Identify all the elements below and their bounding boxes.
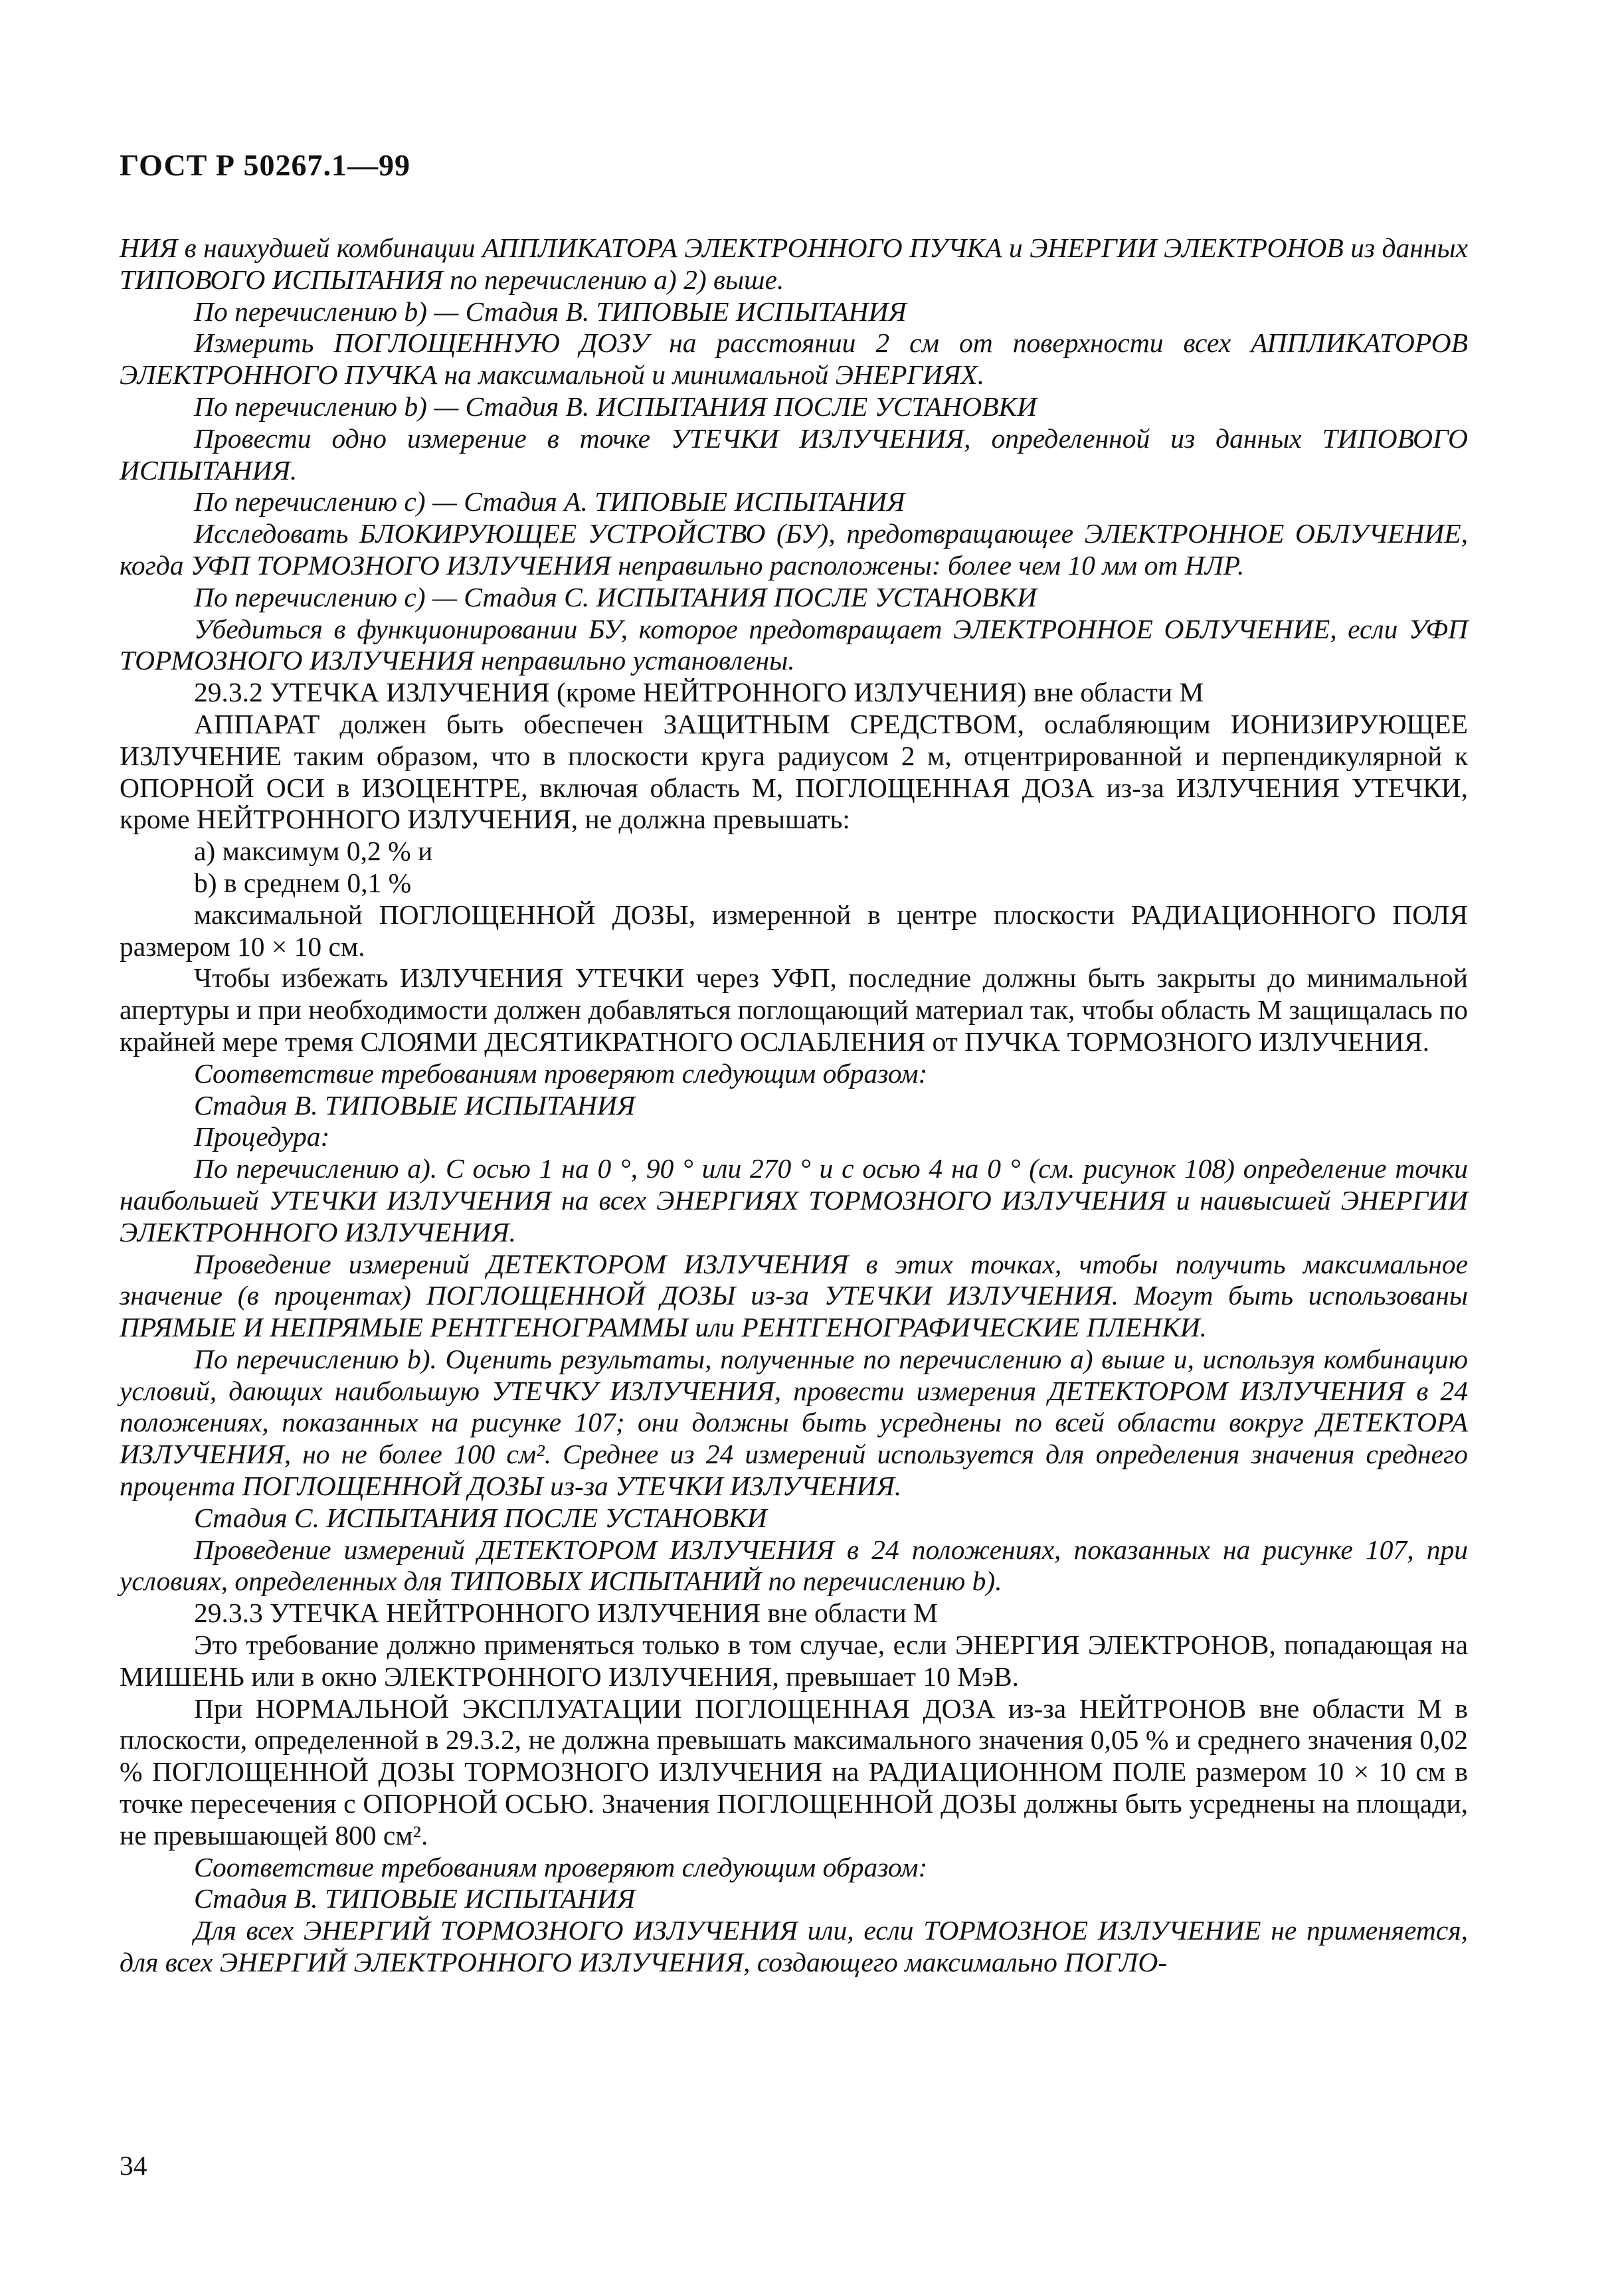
paragraph: По перечислению с) — Стадия С. ИСПЫТАНИЯ ПОСЛЕ УСТАНОВКИ bbox=[194, 581, 1038, 612]
paragraph: Процедура: bbox=[194, 1121, 330, 1152]
paragraph: Соответствие требованиям проверяют следующим образом: bbox=[194, 1851, 928, 1882]
paragraph: НИЯ в наихудшей комбинации АППЛИКАТОРА ЭЛЕКТРОННОГО ПУЧКА и ЭНЕРГИИ ЭЛЕКТРОНОВ из данных ТИПОВОГО ИСПЫТАНИЯ по перечислению а) 2) выше. bbox=[120, 232, 1468, 295]
paragraph: По перечислению b) — Стадия В. ИСПЫТАНИЯ ПОСЛЕ УСТАНОВКИ bbox=[194, 391, 1038, 422]
paragraph: Проведение измерений ДЕТЕКТОРОМ ИЗЛУЧЕНИЯ в этих точках, чтобы получить максимальное значение (в процентах) ПОГЛОЩЕННОЙ ДОЗЫ из-за УТЕЧКИ ИЗЛУЧЕНИЯ. Могут быть использованы ПРЯМЫЕ И НЕПРЯМЫЕ РЕНТГЕНОГРАММЫ или РЕНТГЕНОГРАФИЧЕСКИЕ ПЛЕНКИ. bbox=[120, 1248, 1468, 1343]
paragraph: При НОРМАЛЬНОЙ ЭКСПЛУАТАЦИИ ПОГЛОЩЕННАЯ ДОЗА из-за НЕЙТРОНОВ вне области М в плоскости, определенной в 29.3.2, не должна превышать максимального значения 0,05 % и среднего значения 0,02 % ПОГЛОЩЕННОЙ ДОЗЫ ТОРМОЗНОГО ИЗЛУЧЕНИЯ на РАДИАЦИОННОМ ПОЛЕ размером 10 × 10 см в точке пересечения с ОПОРНОЙ ОСЬЮ. Значения ПОГЛОЩЕННОЙ ДОЗЫ должны быть усреднены на площади, не превышающей 800 см². bbox=[120, 1692, 1468, 1851]
paragraph: Провести одно измерение в точке УТЕЧКИ ИЗЛУЧЕНИЯ, определенной из данных ТИПОВОГО ИСПЫТАНИЯ. bbox=[120, 422, 1468, 486]
list-item: b) в среднем 0,1 % bbox=[194, 867, 412, 898]
paragraph: По перечислению а). С осью 1 на 0 °, 90 ° или 270 ° и с осью 4 на 0 ° (см. рисунок 108) определение точки наибольшей УТЕЧКИ ИЗЛУЧЕНИЯ на всех ЭНЕРГИЯХ ТОРМОЗНОГО ИЗЛУЧЕНИЯ и наивысшей ЭНЕРГИИ ЭЛЕКТРОННОГО ИЗЛУЧЕНИЯ. bbox=[120, 1153, 1468, 1247]
paragraph: Убедиться в функционировании БУ, которое предотвращает ЭЛЕКТРОННОЕ ОБЛУЧЕНИЕ, если УФП ТОРМОЗНОГО ИЗЛУЧЕНИЯ неправильно установлены. bbox=[120, 613, 1468, 676]
page-number: 34 bbox=[120, 2150, 147, 2181]
section-heading: 29.3.3 УТЕЧКА НЕЙТРОННОГО ИЗЛУЧЕНИЯ вне области М bbox=[194, 1597, 938, 1629]
paragraph: Это требование должно применяться только в том случае, если ЭНЕРГИЯ ЭЛЕКТРОНОВ, попадающая на МИШЕНЬ или в окно ЭЛЕКТРОННОГО ИЗЛУЧЕНИЯ, превышает 10 МэВ. bbox=[120, 1629, 1468, 1692]
paragraph: По перечислению b) — Стадия В. ТИПОВЫЕ ИСПЫТАНИЯ bbox=[194, 296, 907, 327]
paragraph: Проведение измерений ДЕТЕКТОРОМ ИЗЛУЧЕНИЯ в 24 положениях, показанных на рисунке 107, при условиях, определенных для ТИПОВЫХ ИСПЫТАНИЙ по перечислению b). bbox=[120, 1534, 1468, 1597]
paragraph: Стадия С. ИСПЫТАНИЯ ПОСЛЕ УСТАНОВКИ bbox=[194, 1502, 767, 1533]
paragraph: По перечислению с) — Стадия А. ТИПОВЫЕ ИСПЫТАНИЯ bbox=[194, 486, 905, 517]
paragraph: максимальной ПОГЛОЩЕННОЙ ДОЗЫ, измеренной в центре плоскости РАДИАЦИОННОГО ПОЛЯ размером 10 × 10 см. bbox=[120, 899, 1468, 962]
paragraph: Для всех ЭНЕРГИЙ ТОРМОЗНОГО ИЗЛУЧЕНИЯ или, если ТОРМОЗНОЕ ИЗЛУЧЕНИЕ не применяется, для всех ЭНЕРГИЙ ЭЛЕКТРОННОГО ИЗЛУЧЕНИЯ, создающего максимально ПОГЛО- bbox=[120, 1915, 1468, 1978]
section-heading: 29.3.2 УТЕЧКА ИЗЛУЧЕНИЯ (кроме НЕЙТРОННОГО ИЗЛУЧЕНИЯ) вне области М bbox=[194, 677, 1204, 708]
paragraph: Чтобы избежать ИЗЛУЧЕНИЯ УТЕЧКИ через УФП, последние должны быть закрыты до минимальной апертуры и при необходимости должен добавляться поглощающий материал так, чтобы область М защищалась по крайней мере тремя СЛОЯМИ ДЕСЯТИКРАТНОГО ОСЛАБЛЕНИЯ от ПУЧКА ТОРМОЗНОГО ИЗЛУЧЕНИЯ. bbox=[120, 962, 1469, 1057]
document-body bbox=[120, 232, 1468, 1979]
paragraph: Соответствие требованиям проверяют следующим образом: bbox=[194, 1057, 928, 1089]
paragraph: АППАРАТ должен быть обеспечен ЗАЩИТНЫМ СРЕДСТВОМ, ослабляющим ИОНИЗИРУЮЩЕЕ ИЗЛУЧЕНИЕ таким образом, что в плоскости круга радиусом 2 м, отцентрированной и перпендикулярной к ОПОРНОЙ ОСИ в ИЗОЦЕНТРЕ, включая область М, ПОГЛОЩЕННАЯ ДОЗА из-за ИЗЛУЧЕНИЯ УТЕЧКИ, кроме НЕЙТРОННОГО ИЗЛУЧЕНИЯ, не должна превышать: bbox=[120, 708, 1468, 835]
paragraph: Исследовать БЛОКИРУЮЩЕЕ УСТРОЙСТВО (БУ), предотвращающее ЭЛЕКТРОННОЕ ОБЛУЧЕНИЕ, когда УФП ТОРМОЗНОГО ИЗЛУЧЕНИЯ неправильно расположены: более чем 10 мм от НЛР. bbox=[120, 518, 1468, 581]
document-header: ГОСТ Р 50267.1—99 bbox=[120, 148, 410, 182]
paragraph: Измерить ПОГЛОЩЕННУЮ ДОЗУ на расстоянии 2 см от поверхности всех АППЛИКАТОРОВ ЭЛЕКТРОННОГО ПУЧКА на максимальной и минимальной ЭНЕРГИЯХ. bbox=[120, 327, 1468, 391]
paragraph: Стадия В. ТИПОВЫЕ ИСПЫТАНИЯ bbox=[194, 1089, 636, 1121]
paragraph: По перечислению b). Оценить результаты, полученные по перечислению а) выше и, используя комбинацию условий, дающих наибольшую УТЕЧКУ ИЗЛУЧЕНИЯ, провести измерения ДЕТЕКТОРОМ ИЗЛУЧЕНИЯ в 24 положениях, показанных на рисунке 107; они должны быть усреднены по всей области вокруг ДЕТЕКТОРА ИЗЛУЧЕНИЯ, но не более 100 см². Среднее из 24 измерений используется для определения значения среднего процента ПОГЛОЩЕННОЙ ДОЗЫ из-за УТЕЧКИ ИЗЛУЧЕНИЯ. bbox=[120, 1343, 1468, 1502]
list-item: а) максимум 0,2 % и bbox=[194, 836, 433, 867]
paragraph: Стадия В. ТИПОВЫЕ ИСПЫТАНИЯ bbox=[194, 1883, 636, 1914]
